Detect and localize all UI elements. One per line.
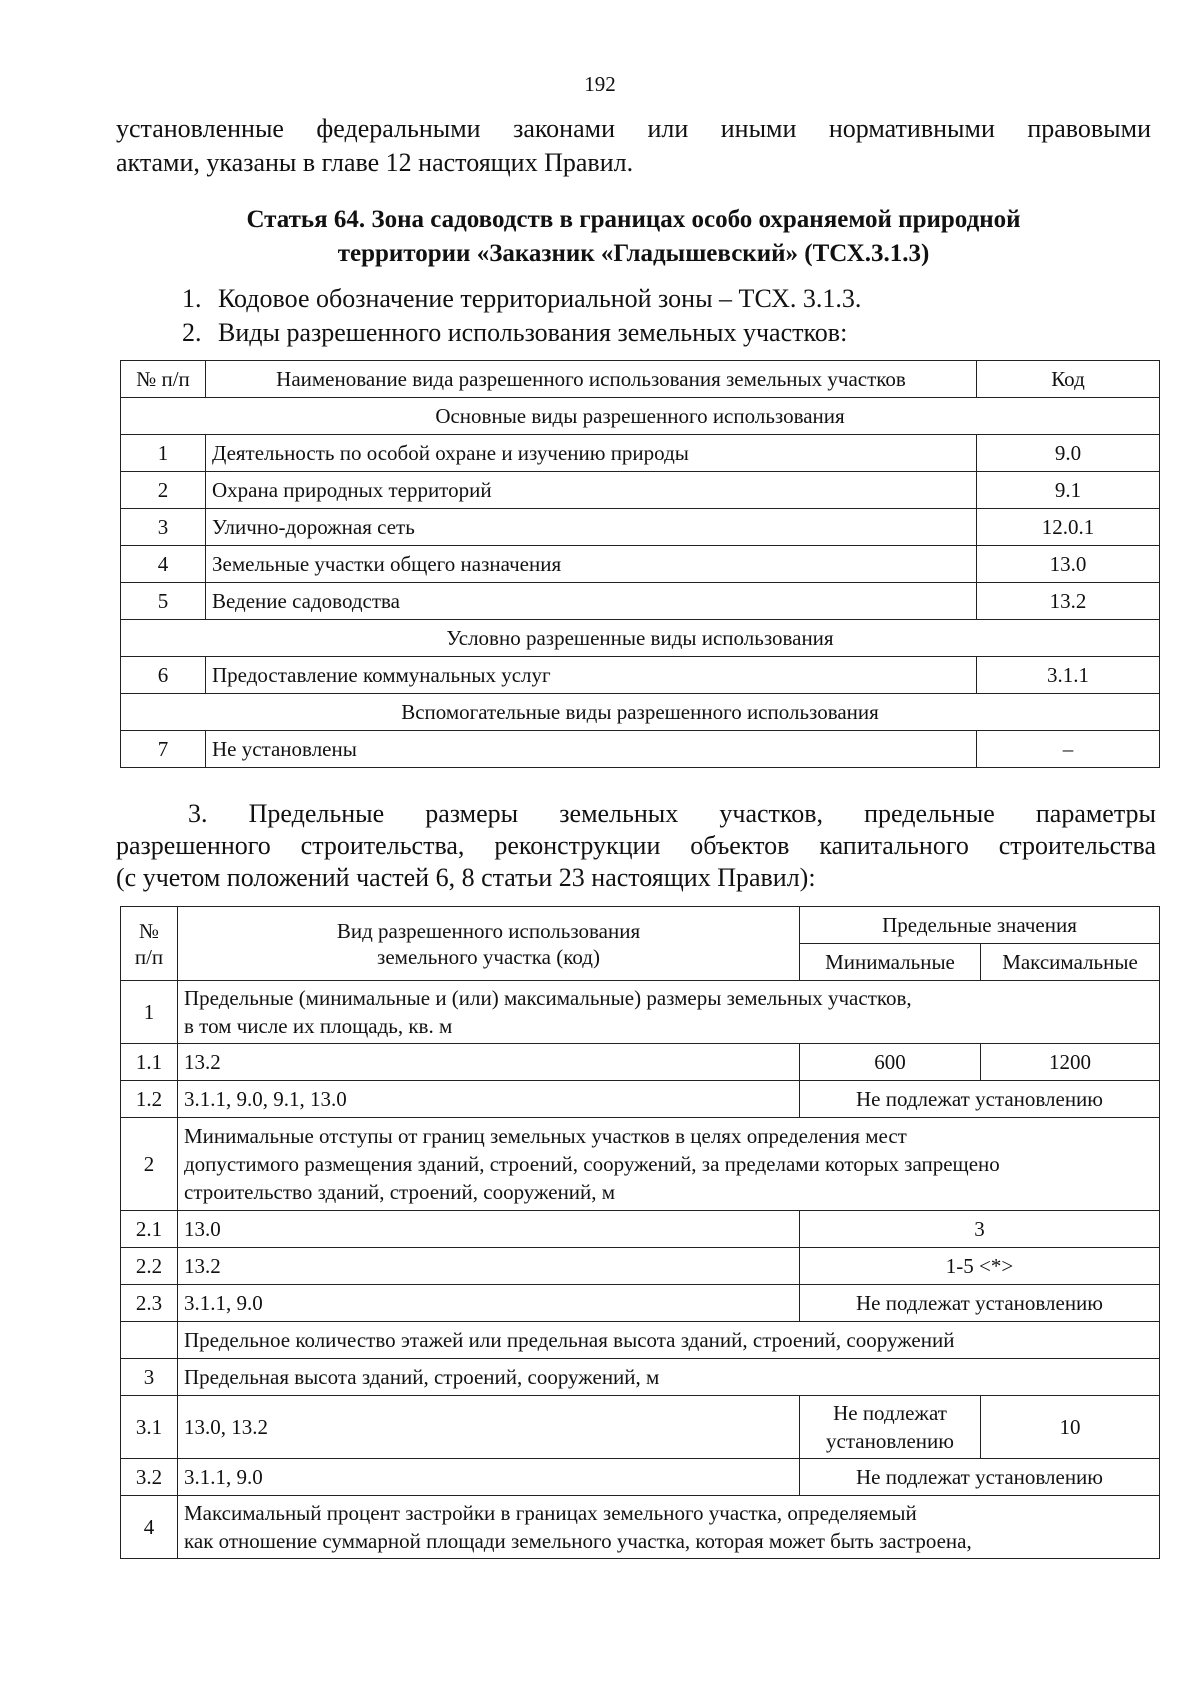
row-code: 9.1 bbox=[977, 472, 1160, 509]
section-title: Условно разрешенные виды использования bbox=[121, 620, 1160, 657]
paragraph-line: разрешенного строительства, реконструкции объектов капитального строительства bbox=[116, 831, 1156, 860]
row-text-line: в том числе их площадь, кв. м bbox=[184, 1014, 453, 1038]
table-row bbox=[121, 509, 1160, 546]
row-number: 1 bbox=[121, 981, 178, 1044]
row-number-empty bbox=[121, 1322, 178, 1359]
table-row bbox=[121, 1081, 1160, 1118]
section-title: Вспомогательные виды разрешенного использования bbox=[121, 694, 1160, 731]
list-item bbox=[182, 282, 861, 316]
row-name: Земельные участки общего назначения bbox=[206, 546, 977, 583]
row-text: Предельное количество этажей или предельная высота зданий, строений, сооружений bbox=[178, 1322, 1160, 1359]
article-title-line: Статья 64. Зона садоводств в границах особо охраняемой природной bbox=[246, 206, 1021, 233]
header-cell-name: Наименование вида разрешенного использования земельных участков bbox=[206, 361, 977, 398]
paragraph-3 bbox=[116, 798, 1156, 894]
row-min: 600 bbox=[800, 1044, 981, 1081]
row-number: 1.2 bbox=[121, 1081, 178, 1118]
row-max: 1200 bbox=[981, 1044, 1160, 1081]
row-number: 3 bbox=[121, 509, 206, 546]
row-text-line: как отношение суммарной площади земельного участка, которая может быть застроена, bbox=[184, 1529, 972, 1553]
table-row bbox=[121, 1248, 1160, 1285]
row-code: 12.0.1 bbox=[977, 509, 1160, 546]
row-code: 3.1.1, 9.0 bbox=[178, 1459, 800, 1496]
row-number: 4 bbox=[121, 546, 206, 583]
list-item bbox=[182, 316, 861, 350]
item-text: Кодовое обозначение территориальной зоны – ТСХ. 3.1.3. bbox=[218, 284, 862, 313]
intro-line: установленные федеральными законами или иными нормативными правовыми bbox=[116, 114, 1151, 143]
intro-paragraph bbox=[116, 112, 1151, 180]
row-text-line: Минимальные отступы от границ земельных участков в целях определения мест bbox=[184, 1124, 907, 1148]
row-number: 2 bbox=[121, 1118, 178, 1211]
row-text: Предельная высота зданий, строений, сооружений, м bbox=[178, 1359, 1160, 1396]
table-row bbox=[121, 1322, 1160, 1359]
numbered-items bbox=[182, 282, 861, 350]
row-name: Деятельность по особой охране и изучению природы bbox=[206, 435, 977, 472]
table-row bbox=[121, 1044, 1160, 1081]
section-title: Основные виды разрешенного использования bbox=[121, 398, 1160, 435]
row-code: 13.0, 13.2 bbox=[178, 1396, 800, 1459]
row-code: 13.2 bbox=[178, 1248, 800, 1285]
article-title bbox=[116, 203, 1151, 271]
row-text bbox=[178, 981, 1160, 1044]
row-number: 3.2 bbox=[121, 1459, 178, 1496]
header-text: земельного участка (код) bbox=[377, 944, 600, 969]
table-row bbox=[121, 731, 1160, 768]
table-row bbox=[121, 435, 1160, 472]
table-row bbox=[121, 1496, 1160, 1559]
header-cell-code: Код bbox=[977, 361, 1160, 398]
row-min bbox=[800, 1396, 981, 1459]
header-cell-limits: Предельные значения bbox=[800, 907, 1160, 944]
item-number: 2. bbox=[182, 318, 202, 347]
row-text bbox=[178, 1496, 1160, 1559]
header-cell-number bbox=[121, 907, 178, 981]
row-number: 2.2 bbox=[121, 1248, 178, 1285]
section-row bbox=[121, 398, 1160, 435]
row-code: 13.2 bbox=[977, 583, 1160, 620]
table-row bbox=[121, 1396, 1160, 1459]
header-cell-number: № п/п bbox=[121, 361, 206, 398]
row-value: Не подлежат установлению bbox=[800, 1081, 1160, 1118]
row-number: 6 bbox=[121, 657, 206, 694]
row-code: 13.0 bbox=[178, 1211, 800, 1248]
row-text-line: строительство зданий, строений, сооружений, м bbox=[184, 1180, 616, 1204]
permitted-uses-table bbox=[120, 360, 1160, 768]
row-max: 10 bbox=[981, 1396, 1160, 1459]
row-text-line: Предельные (минимальные и (или) максимальные) размеры земельных участков, bbox=[184, 986, 912, 1010]
row-min-line: установлению bbox=[826, 1429, 954, 1453]
article-title-line: территории «Заказник «Гладышевский» (ТСХ.3.1.3) bbox=[337, 240, 930, 267]
row-min-line: Не подлежат bbox=[833, 1401, 947, 1425]
row-number: 1 bbox=[121, 435, 206, 472]
limits-table bbox=[120, 906, 1160, 1559]
section-row bbox=[121, 620, 1160, 657]
row-code: – bbox=[977, 731, 1160, 768]
table-header-row bbox=[121, 361, 1160, 398]
row-code: 3.1.1, 9.0, 9.1, 13.0 bbox=[178, 1081, 800, 1118]
table-row bbox=[121, 472, 1160, 509]
table-row bbox=[121, 1359, 1160, 1396]
row-number: 5 bbox=[121, 583, 206, 620]
item-number: 1. bbox=[182, 284, 202, 313]
section-row bbox=[121, 694, 1160, 731]
header-text: п/п bbox=[134, 944, 164, 969]
header-cell-min: Минимальные bbox=[800, 944, 981, 981]
page-number: 192 bbox=[584, 72, 616, 96]
row-name: Охрана природных территорий bbox=[206, 472, 977, 509]
table-row bbox=[121, 981, 1160, 1044]
header-text: № bbox=[138, 918, 160, 943]
row-number: 3 bbox=[121, 1359, 178, 1396]
row-text-line: Максимальный процент застройки в границах земельного участка, определяемый bbox=[184, 1501, 917, 1525]
header-cell-use-type bbox=[178, 907, 800, 981]
paragraph-line: 3. Предельные размеры земельных участков, предельные параметры bbox=[188, 799, 1156, 828]
paragraph-line: (с учетом положений частей 6, 8 статьи 23 настоящих Правил): bbox=[116, 863, 816, 892]
row-text bbox=[178, 1118, 1160, 1211]
item-text: Виды разрешенного использования земельных участков: bbox=[218, 318, 848, 347]
row-name: Предоставление коммунальных услуг bbox=[206, 657, 977, 694]
table-row bbox=[121, 546, 1160, 583]
table-header-row bbox=[121, 907, 1160, 944]
row-number: 2.3 bbox=[121, 1285, 178, 1322]
intro-line: актами, указаны в главе 12 настоящих Правил. bbox=[116, 148, 634, 177]
row-name: Не установлены bbox=[206, 731, 977, 768]
row-code: 13.2 bbox=[178, 1044, 800, 1081]
header-text: Вид разрешенного использования bbox=[336, 918, 641, 943]
row-number: 3.1 bbox=[121, 1396, 178, 1459]
row-value: Не подлежат установлению bbox=[800, 1285, 1160, 1322]
row-code: 13.0 bbox=[977, 546, 1160, 583]
row-name: Улично-дорожная сеть bbox=[206, 509, 977, 546]
row-code: 3.1.1 bbox=[977, 657, 1160, 694]
table-row bbox=[121, 1285, 1160, 1322]
table-row bbox=[121, 657, 1160, 694]
row-text-line: допустимого размещения зданий, строений, сооружений, за пределами которых запрещено bbox=[184, 1152, 1000, 1176]
row-number: 7 bbox=[121, 731, 206, 768]
row-code: 3.1.1, 9.0 bbox=[178, 1285, 800, 1322]
row-code: 9.0 bbox=[977, 435, 1160, 472]
header-cell-max: Максимальные bbox=[981, 944, 1160, 981]
row-name: Ведение садоводства bbox=[206, 583, 977, 620]
table-row bbox=[121, 1118, 1160, 1211]
row-number: 2.1 bbox=[121, 1211, 178, 1248]
row-value: 3 bbox=[800, 1211, 1160, 1248]
table-row bbox=[121, 583, 1160, 620]
table-row bbox=[121, 1211, 1160, 1248]
row-number: 1.1 bbox=[121, 1044, 178, 1081]
table-row bbox=[121, 1459, 1160, 1496]
row-number: 4 bbox=[121, 1496, 178, 1559]
row-value: Не подлежат установлению bbox=[800, 1459, 1160, 1496]
row-number: 2 bbox=[121, 472, 206, 509]
row-value: 1-5 <*> bbox=[800, 1248, 1160, 1285]
